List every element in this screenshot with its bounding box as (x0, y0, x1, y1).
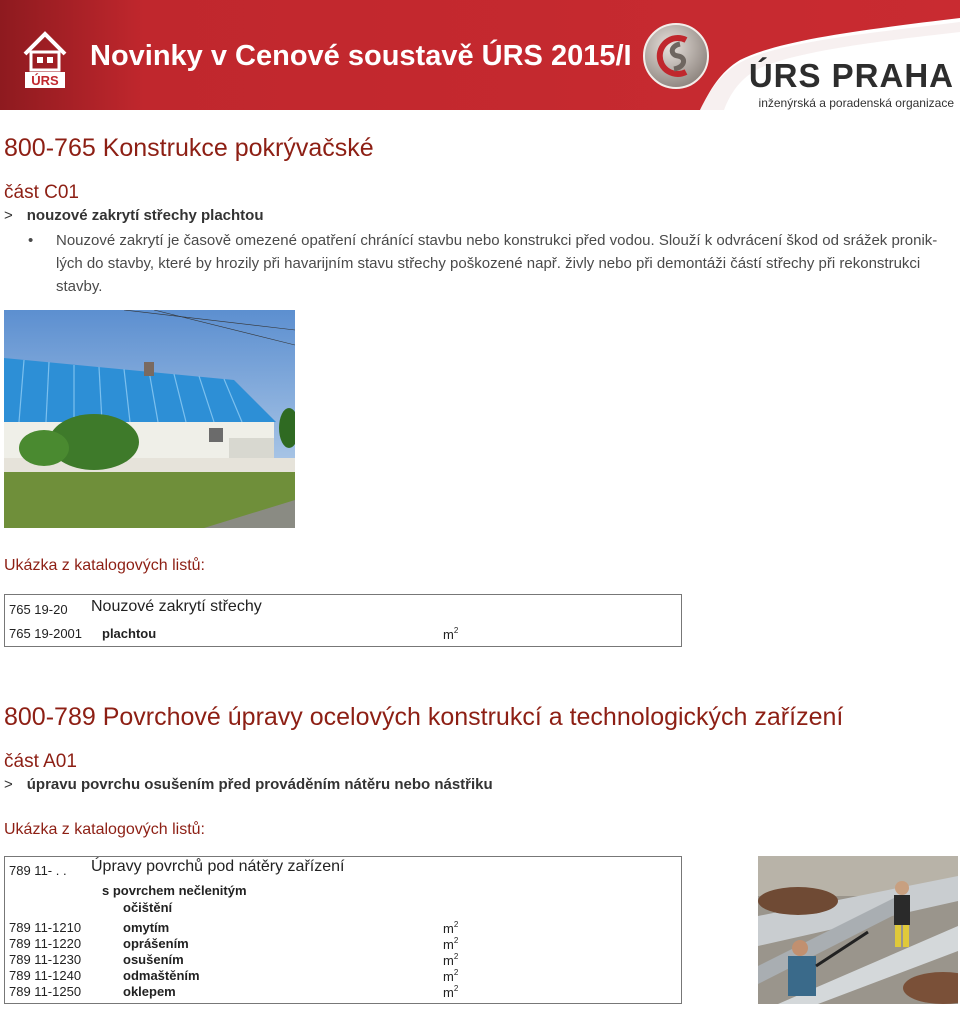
description-line-1: Nouzové zakrytí je časově omezené opatření chránící stavbu nebo konstrukci před vodou. Slouží k odvrácení škod od srážek pronik- (56, 232, 938, 249)
table2-row-label: oprášením (123, 936, 189, 951)
table2-sub2: očištění (123, 900, 173, 915)
bullet-icon: • (28, 232, 34, 249)
table2-row-code: 789 11-1240 (9, 968, 82, 983)
table2-row-unit: $m^2$ (443, 968, 459, 984)
page-title: Novinky v Cenové soustavě ÚRS 2015/I (90, 40, 632, 72)
table2-row-code: 789 11-1220 (9, 936, 82, 951)
table2-row-code: 789 11-1210 (9, 920, 82, 935)
table2-sub1: s povrchem nečlenitým (102, 883, 247, 898)
logo-text: ÚRS (31, 73, 59, 88)
section1-catalog-table (4, 594, 682, 647)
section2-item-text: úpravu povrchu osušením před prováděním nátěru nebo nástřiku (26, 776, 493, 793)
table1-group-title: Nouzové zakrytí střechy (91, 598, 262, 615)
section1-item (4, 207, 264, 224)
table1-group-code: 765 19-20 (9, 602, 68, 617)
brand-name: ÚRS PRAHA (748, 57, 954, 94)
table1-row-label: plachtou (102, 626, 157, 641)
section2-heading: 800-789 Povrchové úpravy ocelových konstrukcí a technologických zařízení (4, 703, 844, 731)
section1-description (28, 229, 956, 298)
table2-row-unit: $m^2$ (443, 936, 459, 952)
description-line-2: lých do stavby, které by hrozily při havarijním stavu střechy poškozené např. živly nebo při demontáži částí střechy při rekonstrukci (56, 255, 921, 272)
section1-catalog-label: Ukázka z katalogových listů: (4, 557, 205, 574)
steel-surface-treatment-photo (758, 856, 958, 1004)
section1-heading: 800-765 Konstrukce pokrývačské (4, 134, 374, 162)
cs-emblem-icon (642, 22, 710, 90)
table2-row-unit: $m^2$ (443, 984, 459, 1000)
section2-catalog-table (4, 856, 682, 1004)
brand-subtitle: inženýrská a poradenská organizace (758, 96, 954, 110)
section1-item-text: nouzové zakrytí střechy plachtou (26, 207, 264, 224)
table2-row-label: oklepem (123, 984, 176, 999)
table2-group-title: Úpravy povrchů pod nátěry zařízení (91, 858, 345, 875)
item-marker: > (4, 776, 13, 793)
section2-item (4, 776, 493, 793)
section1-part: část C01 (4, 182, 79, 203)
brand-block (749, 58, 954, 110)
section2-catalog-label: Ukázka z katalogových listů: (4, 821, 205, 838)
table2-row-label: osušením (123, 952, 184, 967)
table2-row-code: 789 11-1250 (9, 984, 82, 999)
roof-tarp-photo (4, 310, 295, 528)
table2-group-code: 789 11- . . (9, 863, 67, 878)
section2-part: část A01 (4, 751, 77, 772)
table1-row-unit: $m^2$ (443, 626, 459, 642)
table2-row-label: omytím (123, 920, 170, 935)
table2-row-unit: $m^2$ (443, 952, 459, 968)
description-line-3: stavby. (56, 278, 103, 295)
table1-row-code: 765 19-2001 (9, 626, 83, 641)
table2-row-label: odmaštěním (123, 968, 200, 983)
item-marker: > (4, 207, 13, 224)
urs-logo (22, 30, 68, 90)
table2-row-unit: $m^2$ (443, 920, 459, 936)
table2-row-code: 789 11-1230 (9, 952, 82, 967)
